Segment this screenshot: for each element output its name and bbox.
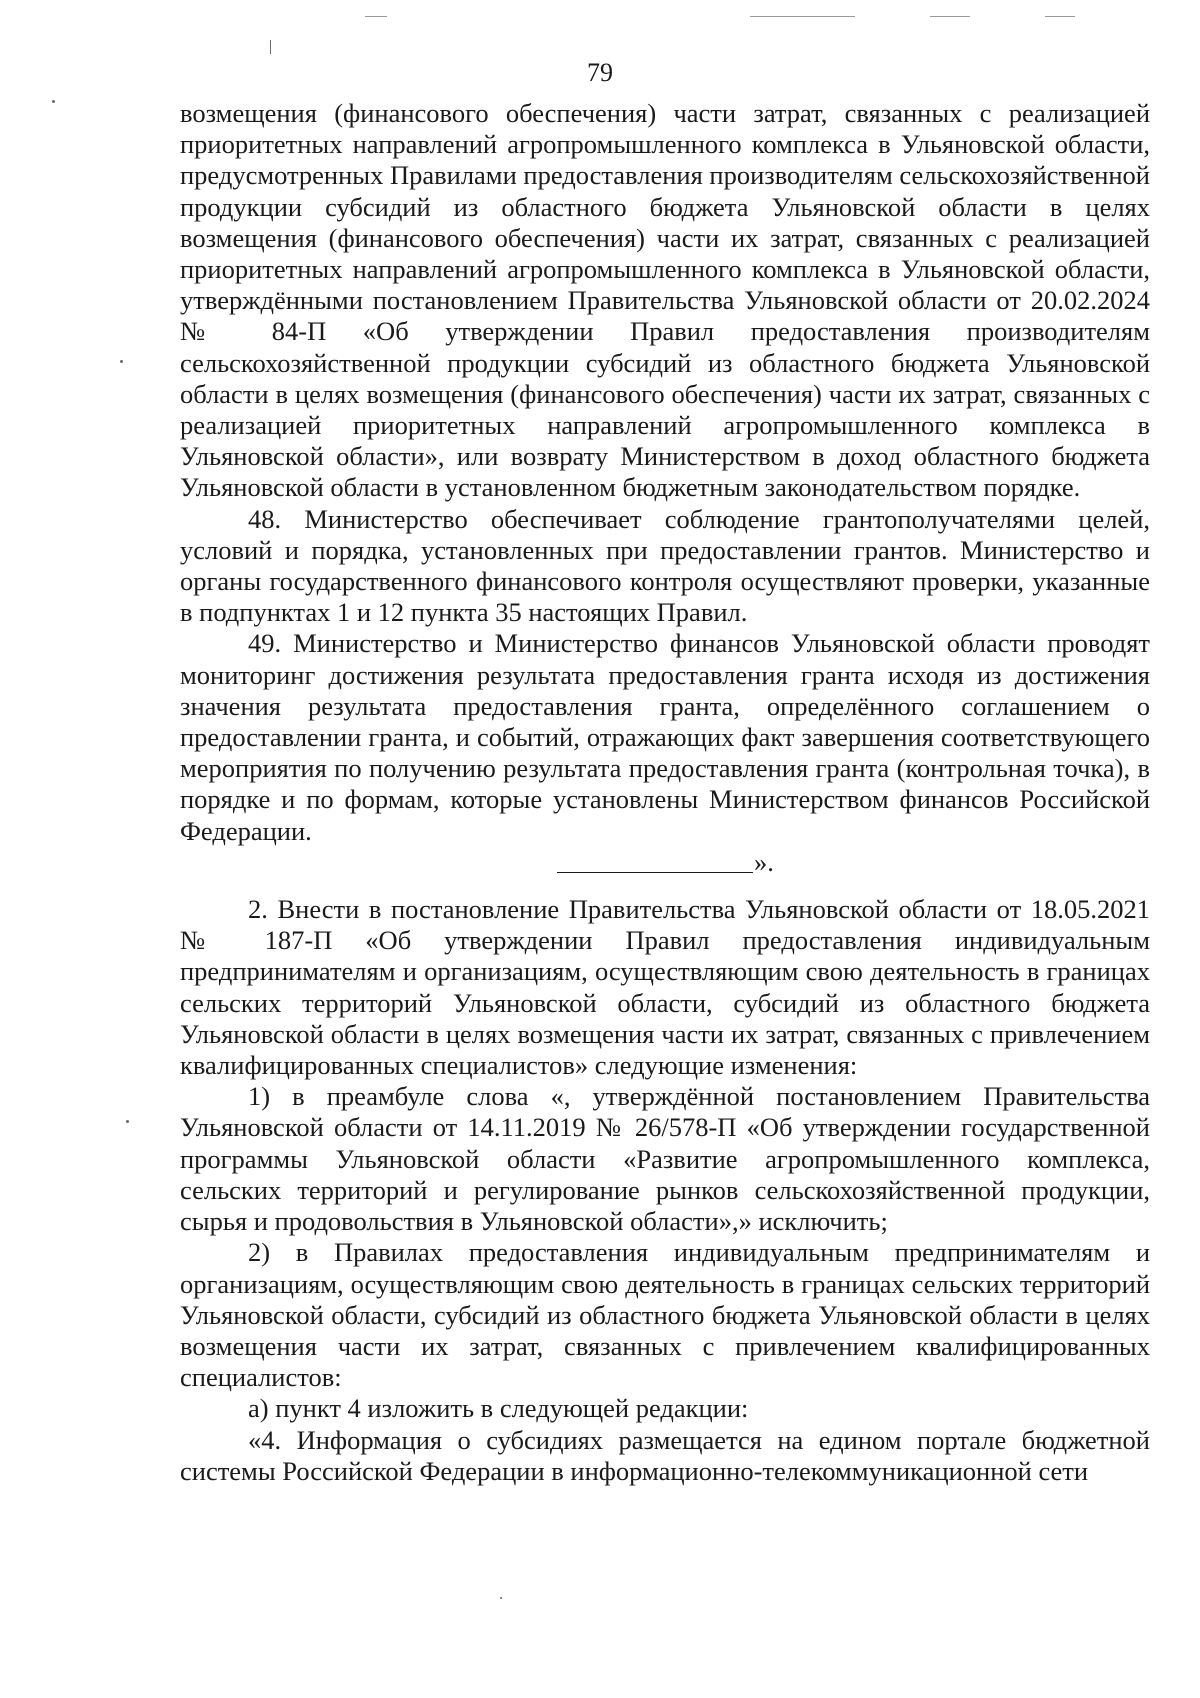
- paragraph-item-48: 48. Министерство обеспечивает соблюдение грантополучателями целей, условий и порядка, установленных при предоставлении грантов. Министерство и органы государственного финансового контроля осуществляют проверки, указанные в подпунктах 1 и 12 пункта 35 настоящих Правил.: [180, 503, 1150, 628]
- scan-dot: [270, 40, 271, 54]
- closing-rule: [180, 847, 1150, 878]
- paragraph-subitem-a: а) пункт 4 изложить в следующей редакции:: [248, 1393, 749, 1424]
- horizontal-rule: [557, 872, 753, 873]
- scan-artifacts: [0, 10, 1200, 22]
- scan-dot: [500, 1597, 502, 1599]
- scan-dot: [120, 360, 123, 363]
- paragraph-new-item-4: «4. Информация о субсидиях размещается на едином портале бюджетной системы Российской Федерации в информационно-телекоммуникационной сети: [180, 1424, 1150, 1486]
- paragraph-continuation: возмещения (финансового обеспечения) части затрат, связанных с реализацией приоритетных направлений агропромышленного комплекса в Ульяновской области, предусмотренных Правилами предоставления производителям сельскохозяйственной продукции субсидий из областного бюджета Ульяновской области в целях возмещения (финансового обеспечения) части их затрат, связанных с реализацией приоритетных направлений агропромышленного комплекса в Ульяновской области, утверждёнными постановлением Правительства Ульяновской области от 20.02.2024 № 84-П «Об утверждении Правил предоставления производителям сельскохозяйственной продукции субсидий из областного бюджета Ульяновской области в целях возмещения (финансового обеспечения) части их затрат, связанных с реализацией приоритетных направлений агропромышленного комплекса в Ульяновской области», или возврату Министерством в доход областного бюджета Ульяновской области в установленном бюджетным законодательством порядке.: [180, 98, 1150, 503]
- scan-dot: [126, 1120, 129, 1123]
- paragraph-item-2: 2. Внести в постановление Правительства Ульяновской области от 18.05.2021 № 187-П «Об утверждении Правил предоставления индивидуальным предпринимателям и организациям, осуществляющим свою деятельность в границах сельских территорий Ульяновской области, субсидий из областного бюджета Ульяновской области в целях возмещения части их затрат, связанных с привлечением квалифицированных специалистов» следующие изменения:: [180, 894, 1150, 1081]
- closing-quote: ».: [754, 846, 774, 877]
- scan-dot: [52, 100, 55, 103]
- paragraph-item-49: 49. Министерство и Министерство финансов Ульяновской области проводят мониторинг достижения результата предоставления гранта исходя из достижения значения результата предоставления гранта, определённого соглашением о предоставлении гранта, и событий, отражающих факт завершения соответствующего мероприятия по получению результата предоставления гранта (контрольная точка), в порядке и по формам, которые установлены Министерством финансов Российской Федерации.: [180, 628, 1150, 846]
- paragraph-subitem-1: 1) в преамбуле слова «, утверждённой постановлением Правительства Ульяновской области от 14.11.2019 № 26/578-П «Об утверждении государственной программы Ульяновской области «Развитие агропромышленного комплекса, сельских территорий и регулирование рынков сельскохозяйственной продукции, сырья и продовольствия в Ульяновской области»,» исключить;: [180, 1081, 1150, 1237]
- paragraph-subitem-2: 2) в Правилах предоставления индивидуальным предпринимателям и организациям, осуществляющим свою деятельность в границах сельских территорий Ульяновской области, субсидий из областного бюджета Ульяновской области в целях возмещения части их затрат, связанных с привлечением квалифицированных специалистов:: [180, 1237, 1150, 1393]
- page-number: 79: [587, 58, 613, 87]
- document-body: [180, 98, 1150, 1487]
